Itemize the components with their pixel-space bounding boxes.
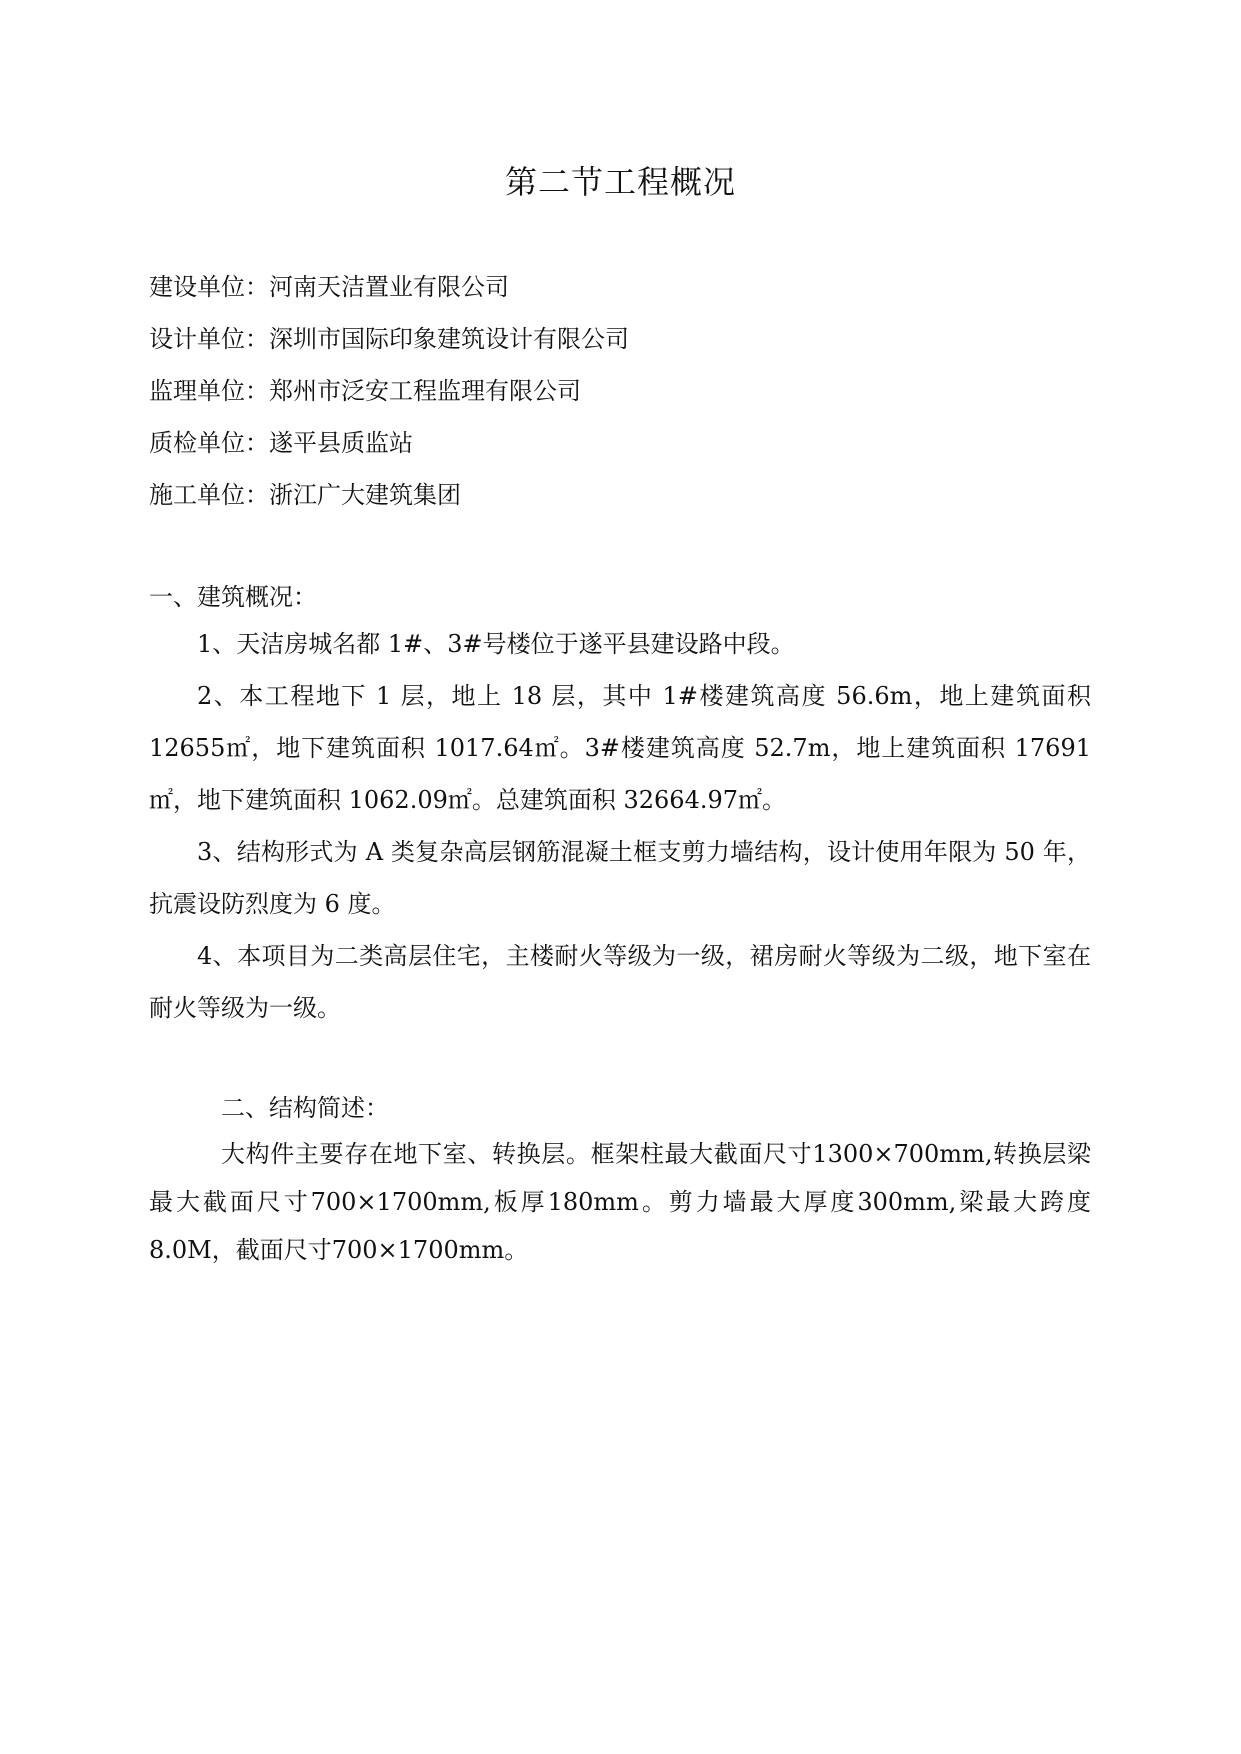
- unit-label: 设计单位：: [149, 325, 269, 353]
- unit-label: 建设单位：: [149, 273, 269, 301]
- unit-value: 郑州市泛安工程监理有限公司: [269, 377, 581, 405]
- section2-heading: 二、结构简述：: [221, 1094, 389, 1122]
- unit-row-quality: [149, 424, 629, 476]
- unit-label: 质检单位：: [149, 429, 269, 457]
- section1-item-4: 4、本项目为二类高层住宅，主楼耐火等级为一级，裙房耐火等级为二级，地下室在耐火等级为一级。: [149, 942, 1091, 1022]
- section1-heading: 一、建筑概况：: [149, 583, 317, 611]
- unit-value: 浙江广大建筑集团: [269, 481, 461, 509]
- unit-row-contractor: [149, 476, 629, 528]
- section1-item-2: 2、本工程地下 1 层，地上 18 层，其中 1#楼建筑高度 56.6m，地上建筑面积 12655㎡，地下建筑面积 1017.64㎡。3#楼建筑高度 52.7m，地上建筑面积 17691㎡，地下建筑面积 1062.09㎡。总建筑面积 32664.97㎡。: [149, 682, 1091, 814]
- unit-label: 施工单位：: [149, 481, 269, 509]
- unit-value: 深圳市国际印象建筑设计有限公司: [269, 325, 629, 353]
- unit-row-owner: [149, 268, 629, 320]
- unit-label: 监理单位：: [149, 377, 269, 405]
- unit-value: 遂平县质监站: [269, 429, 413, 457]
- section2-body: 大构件主要存在地下室、转换层。框架柱最大截面尺寸1300×700mm,转换层梁最大截面尺寸700×1700mm,板厚180mm。剪力墙最大厚度300mm,梁最大跨度8.0M，截面尺寸700×1700mm。: [149, 1140, 1091, 1264]
- unit-value: 河南天洁置业有限公司: [269, 273, 509, 301]
- unit-row-supervisor: [149, 372, 629, 424]
- page-title: 第二节工程概况: [504, 163, 736, 201]
- section1-item-1: 1、天洁房城名都 1#、3#号楼位于遂平县建设路中段。: [197, 630, 795, 658]
- project-units-list: [149, 268, 629, 528]
- section1-item-3: 3、结构形式为 A 类复杂高层钢筋混凝土框支剪力墙结构，设计使用年限为 50 年，抗震设防烈度为 6 度。: [149, 838, 1091, 918]
- unit-row-designer: [149, 320, 629, 372]
